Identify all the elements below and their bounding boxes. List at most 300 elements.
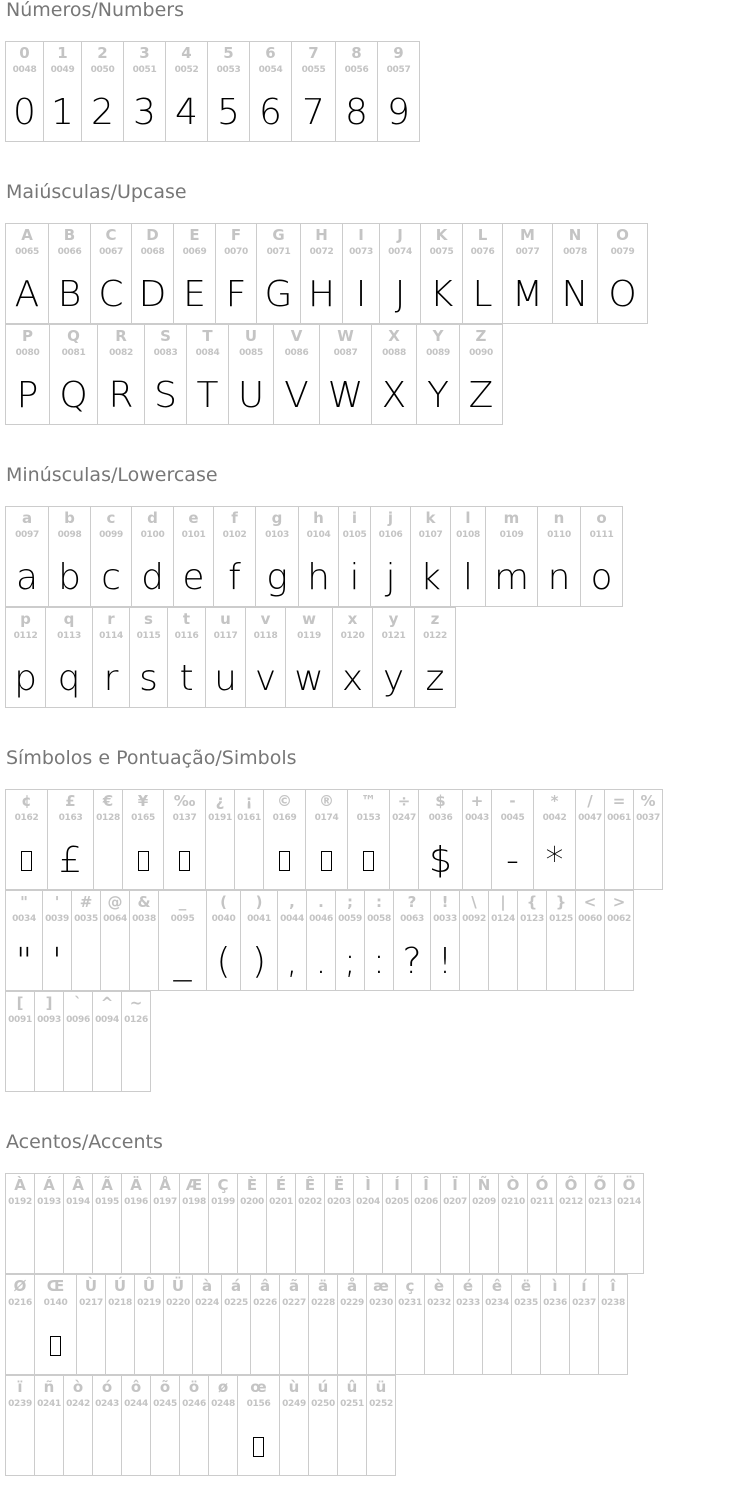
char-label: . <box>318 893 324 911</box>
char-code: 0137 <box>172 813 197 823</box>
glyph-sample: £ <box>59 840 82 881</box>
glyph-cell <box>106 1275 135 1375</box>
glyph-cell <box>380 224 421 324</box>
glyph-sample: O <box>608 274 637 315</box>
char-label: Œ <box>46 1277 65 1295</box>
glyph-cell <box>6 224 49 324</box>
missing-glyph-icon <box>363 851 374 871</box>
char-code: 0050 <box>90 65 115 75</box>
char-label: ñ <box>43 1378 55 1396</box>
char-code: 0043 <box>465 813 489 823</box>
glyph-cell <box>151 1376 180 1476</box>
char-code: 0082 <box>109 348 133 358</box>
glyph-cell <box>528 1174 557 1274</box>
char-label: Î <box>423 1176 429 1194</box>
glyph-cell <box>333 608 373 708</box>
glyph-cell <box>367 1275 396 1375</box>
char-code: 0220 <box>166 1298 190 1308</box>
glyph-sample: d <box>141 557 164 598</box>
glyph-cell <box>412 1174 441 1274</box>
glyph-sample: ( <box>216 941 231 982</box>
glyph-sample <box>296 1218 324 1272</box>
char-code: 0061 <box>607 813 631 823</box>
glyph-sample <box>338 1420 366 1474</box>
glyph-cell <box>246 608 286 708</box>
char-code: 0197 <box>153 1197 177 1207</box>
glyph-sample: j <box>385 557 396 598</box>
glyph-sample <box>280 1319 308 1373</box>
glyph-sample: E <box>183 274 206 315</box>
char-label: Û <box>142 1277 156 1295</box>
glyph-cell <box>581 507 623 607</box>
char-label: ø <box>217 1378 229 1396</box>
char-code: 0237 <box>572 1298 596 1308</box>
glyph-row <box>5 41 420 142</box>
char-label: © <box>277 792 292 810</box>
glyph-cell <box>296 1174 325 1274</box>
glyph-cell <box>48 790 94 890</box>
glyph-sample <box>193 1319 221 1373</box>
char-code: 0247 <box>392 813 416 823</box>
glyph-cell <box>46 608 93 708</box>
char-label: 9 <box>393 44 404 62</box>
glyph-sample <box>64 1218 92 1272</box>
char-label: f <box>231 509 238 527</box>
glyph-sample <box>209 1420 237 1474</box>
char-code: 0111 <box>589 530 614 540</box>
glyph-cell <box>6 1376 35 1476</box>
char-code: 0036 <box>428 813 453 823</box>
char-label: t <box>182 610 191 628</box>
char-label: € <box>102 792 114 810</box>
glyph-sample <box>367 1319 395 1373</box>
glyph-cell <box>222 1275 251 1375</box>
char-code: 0123 <box>520 914 544 924</box>
glyph-cell <box>576 790 605 890</box>
glyph-sample <box>180 1420 208 1474</box>
glyph-sample: R <box>108 375 134 416</box>
glyph-cell <box>93 608 130 708</box>
glyph-sample: X <box>381 375 407 416</box>
char-code: 0251 <box>340 1399 364 1409</box>
char-label: @ <box>107 893 123 911</box>
char-label: F <box>230 226 242 244</box>
char-code: 0229 <box>340 1298 364 1308</box>
char-label: { <box>526 893 538 911</box>
glyph-cell <box>309 1376 338 1476</box>
glyph-sample <box>412 1218 440 1272</box>
glyph-cell <box>35 1174 64 1274</box>
char-code: 0213 <box>588 1197 612 1207</box>
glyph-cell <box>338 1376 367 1476</box>
glyph-sample <box>518 935 546 989</box>
char-code: 0051 <box>132 65 157 75</box>
glyph-sample <box>93 1420 121 1474</box>
char-label: ë <box>520 1277 532 1295</box>
glyph-sample <box>586 1218 614 1272</box>
glyph-cell <box>6 1275 35 1375</box>
glyph-sample: 7 <box>302 92 325 133</box>
glyph-cell <box>309 1275 338 1375</box>
glyph-sample: o <box>590 557 613 598</box>
char-code: 0103 <box>265 530 289 540</box>
char-code: 0230 <box>369 1298 393 1308</box>
glyph-sample: B <box>57 274 82 315</box>
char-label: : <box>376 893 382 911</box>
char-code: 0163 <box>58 813 83 823</box>
glyph-sample: S <box>154 375 177 416</box>
glyph-cell <box>299 507 339 607</box>
glyph-cell <box>383 1174 412 1274</box>
char-code: 0120 <box>340 631 365 641</box>
glyph-sample: F <box>225 274 247 315</box>
char-label: ‰ <box>173 792 196 810</box>
char-code: 0209 <box>472 1197 496 1207</box>
char-label: z <box>430 610 440 628</box>
char-label: È <box>246 1176 258 1194</box>
char-code: 0100 <box>140 530 165 540</box>
char-label: É <box>275 1176 287 1194</box>
glyph-sample <box>151 1420 179 1474</box>
glyph-sample <box>6 1420 34 1474</box>
char-code: 0216 <box>8 1298 32 1308</box>
glyph-cell <box>64 992 93 1092</box>
glyph-sample <box>528 1218 556 1272</box>
char-label: j <box>387 509 394 527</box>
glyph-cell <box>343 224 380 324</box>
glyph-sample <box>206 834 234 888</box>
char-code: 0231 <box>398 1298 422 1308</box>
char-label: Æ <box>185 1176 203 1194</box>
char-code: 0075 <box>429 247 454 257</box>
glyph-cell <box>91 224 132 324</box>
char-code: 0128 <box>96 813 120 823</box>
glyph-sample: H <box>307 274 336 315</box>
glyph-cell <box>367 1376 396 1476</box>
missing-glyph-box <box>6 834 47 888</box>
char-label: ® <box>319 792 334 810</box>
glyph-sample: m <box>493 557 530 598</box>
char-label: N <box>568 226 582 244</box>
char-code: 0115 <box>136 631 161 641</box>
glyph-sample: v <box>254 658 277 699</box>
char-label: ã <box>288 1277 300 1295</box>
glyph-cell <box>547 891 576 991</box>
glyph-cell <box>463 790 492 890</box>
char-code: 0250 <box>311 1399 335 1409</box>
char-code: 0089 <box>426 348 450 358</box>
char-label: Ú <box>113 1277 127 1295</box>
char-label: > <box>612 893 626 911</box>
glyph-cell <box>512 1275 541 1375</box>
char-label: * <box>550 792 559 810</box>
glyph-sample <box>151 1218 179 1272</box>
glyph-row <box>5 991 151 1092</box>
char-label: p <box>20 610 31 628</box>
glyph-cell <box>207 891 241 991</box>
glyph-cell <box>415 608 456 708</box>
glyph-cell <box>264 790 306 890</box>
char-code: 0140 <box>43 1298 68 1308</box>
glyph-cell <box>292 42 336 142</box>
char-code: 0126 <box>124 1015 148 1025</box>
glyph-cell <box>174 507 214 607</box>
char-label: ) <box>255 893 263 911</box>
char-code: 0203 <box>327 1197 351 1207</box>
glyph-cell <box>598 224 648 324</box>
char-label: & <box>137 893 151 911</box>
glyph-sample: z <box>425 658 445 699</box>
glyph-sample: C <box>98 274 124 315</box>
glyph-sample <box>512 1319 540 1373</box>
glyph-cell <box>151 1174 180 1274</box>
glyph-sample <box>634 834 662 888</box>
glyph-cell <box>164 1275 193 1375</box>
char-label: R <box>115 327 127 345</box>
char-label: Ø <box>13 1277 27 1295</box>
glyph-sample <box>470 1218 498 1272</box>
char-code: 0227 <box>282 1298 306 1308</box>
glyph-sample <box>460 935 488 989</box>
char-code: 0193 <box>37 1197 61 1207</box>
glyph-sample: M <box>511 274 544 315</box>
char-code: 0070 <box>224 247 248 257</box>
char-label: < <box>583 893 597 911</box>
char-code: 0233 <box>456 1298 480 1308</box>
glyph-cell <box>6 325 50 425</box>
glyph-cell <box>570 1275 599 1375</box>
glyph-sample <box>441 1218 469 1272</box>
glyph-cell <box>44 42 82 142</box>
glyph-sample: f <box>228 557 241 598</box>
char-code: 0225 <box>224 1298 248 1308</box>
glyph-cell <box>130 608 168 708</box>
char-code: 0052 <box>174 65 199 75</box>
char-label: ò <box>72 1378 84 1396</box>
char-code: 0084 <box>195 348 220 358</box>
char-label: + <box>470 792 484 810</box>
char-label: w <box>302 610 316 628</box>
glyph-sample: 4 <box>175 92 198 133</box>
char-code: 0206 <box>414 1197 438 1207</box>
glyph-sample <box>77 1319 105 1373</box>
glyph-sample: ' <box>52 941 62 982</box>
char-label: ' <box>54 893 60 911</box>
glyph-sample <box>338 1319 366 1373</box>
char-code: 0049 <box>50 65 75 75</box>
glyph-sample <box>309 1319 337 1373</box>
glyph-cell <box>64 1376 93 1476</box>
char-label: ` <box>74 994 82 1012</box>
missing-glyph-icon <box>321 851 332 871</box>
char-code: 0124 <box>491 914 515 924</box>
glyph-sample: 9 <box>387 92 410 133</box>
glyph-sample <box>122 1036 150 1090</box>
char-label: æ <box>373 1277 389 1295</box>
glyph-cell <box>64 1174 93 1274</box>
glyph-sample <box>64 1420 92 1474</box>
char-label: [ <box>16 994 24 1012</box>
char-label: Å <box>159 1176 171 1194</box>
glyph-sample: a <box>15 557 39 598</box>
missing-glyph-box <box>35 1319 76 1373</box>
char-label: a <box>21 509 33 527</box>
glyph-sample <box>599 1319 627 1373</box>
char-label: Ö <box>622 1176 636 1194</box>
char-code: 0211 <box>530 1197 554 1207</box>
glyph-cell <box>280 1275 309 1375</box>
glyph-sample <box>267 1218 295 1272</box>
glyph-cell <box>486 507 538 607</box>
char-code: 0226 <box>253 1298 277 1308</box>
char-code: 0205 <box>385 1197 409 1207</box>
section-title: Símbolos e Pontuação/Simbols <box>6 747 297 769</box>
glyph-cell <box>460 891 489 991</box>
char-code: 0038 <box>132 914 156 924</box>
char-label: e <box>188 509 199 527</box>
glyph-cell <box>132 224 174 324</box>
glyph-sample: L <box>472 274 493 315</box>
glyph-cell <box>557 1174 586 1274</box>
char-code: 0080 <box>15 348 40 358</box>
char-label: 5 <box>223 44 234 62</box>
char-label: | <box>500 893 506 911</box>
glyph-cell <box>145 325 187 425</box>
char-code: 0072 <box>309 247 334 257</box>
glyph-sample: c <box>101 557 121 598</box>
glyph-sample: x <box>341 658 364 699</box>
char-code: 0235 <box>514 1298 538 1308</box>
glyph-sample <box>483 1319 511 1373</box>
char-label: A <box>21 226 33 244</box>
char-code: 0243 <box>95 1399 119 1409</box>
char-label: B <box>63 226 76 244</box>
glyph-sample <box>6 1319 34 1373</box>
glyph-cell <box>257 224 301 324</box>
glyph-cell <box>77 1275 106 1375</box>
glyph-row <box>5 607 456 708</box>
char-code: 0099 <box>99 530 123 540</box>
glyph-cell <box>250 42 292 142</box>
glyph-cell <box>122 1174 151 1274</box>
glyph-sample: V <box>284 375 309 416</box>
char-code: 0232 <box>427 1298 451 1308</box>
char-label: å <box>346 1277 358 1295</box>
glyph-sample: _ <box>173 941 192 982</box>
glyph-cell <box>348 790 390 890</box>
glyph-sample <box>135 1319 163 1373</box>
char-code: 0248 <box>211 1399 235 1409</box>
glyph-sample: 0 <box>13 92 36 133</box>
char-code: 0241 <box>37 1399 61 1409</box>
char-code: 0210 <box>501 1197 525 1207</box>
char-label: ö <box>188 1378 200 1396</box>
glyph-sample <box>93 1218 121 1272</box>
char-code: 0238 <box>601 1298 625 1308</box>
char-code: 0245 <box>153 1399 177 1409</box>
char-code: 0204 <box>356 1197 380 1207</box>
glyph-cell <box>354 1174 383 1274</box>
char-label: Ç <box>217 1176 229 1194</box>
glyph-cell <box>411 507 451 607</box>
char-code: 0044 <box>280 914 304 924</box>
char-label: } <box>555 893 567 911</box>
glyph-cell <box>373 608 415 708</box>
char-label: U <box>244 327 258 345</box>
glyph-sample: W <box>327 375 364 416</box>
glyph-cell <box>229 325 274 425</box>
char-label: $ <box>435 792 446 810</box>
char-label: œ <box>250 1378 267 1396</box>
char-code: 0046 <box>309 914 333 924</box>
char-label: S <box>160 327 171 345</box>
glyph-cell <box>168 608 206 708</box>
char-label: é <box>462 1277 474 1295</box>
char-label: õ <box>159 1378 171 1396</box>
char-label: J <box>397 226 403 244</box>
char-code: 0236 <box>543 1298 567 1308</box>
char-code: 0091 <box>8 1015 32 1025</box>
glyph-cell <box>280 1376 309 1476</box>
char-label: 1 <box>57 44 68 62</box>
glyph-cell <box>214 507 256 607</box>
char-code: 0108 <box>456 530 480 540</box>
glyph-sample <box>64 1036 92 1090</box>
glyph-cell <box>518 891 547 991</box>
glyph-cell <box>43 891 72 991</box>
glyph-sample: l <box>462 557 473 598</box>
char-code: 0041 <box>247 914 271 924</box>
glyph-sample: $ <box>429 840 452 881</box>
char-label: ¿ <box>215 792 225 810</box>
glyph-sample <box>35 1036 63 1090</box>
glyph-cell <box>396 1275 425 1375</box>
char-code: 0169 <box>272 813 297 823</box>
char-code: 0118 <box>253 631 278 641</box>
char-label: ? <box>407 893 417 911</box>
glyph-sample <box>106 1319 134 1373</box>
char-code: 0076 <box>470 247 495 257</box>
char-label: n <box>553 509 565 527</box>
char-code: 0090 <box>469 348 493 358</box>
char-code: 0228 <box>311 1298 335 1308</box>
char-code: 0165 <box>131 813 155 823</box>
glyph-sample: b <box>58 557 81 598</box>
glyph-row <box>5 223 648 324</box>
char-label: ¥ <box>137 792 149 810</box>
glyph-cell <box>301 224 343 324</box>
glyph-sample <box>547 935 575 989</box>
missing-glyph-box <box>348 834 389 888</box>
char-label: £ <box>65 792 76 810</box>
char-code: 0056 <box>344 65 369 75</box>
glyph-sample: 1 <box>51 92 74 133</box>
char-label: Ô <box>564 1176 578 1194</box>
char-label: M <box>520 226 535 244</box>
glyph-row <box>5 506 623 607</box>
glyph-sample <box>605 834 633 888</box>
glyph-cell <box>441 1174 470 1274</box>
char-label: Z <box>475 327 487 345</box>
glyph-cell <box>286 608 333 708</box>
glyph-sample <box>93 1036 121 1090</box>
char-code: 0161 <box>237 813 261 823</box>
char-label: = <box>612 792 626 810</box>
glyph-cell <box>101 891 130 991</box>
char-label: ï <box>17 1378 23 1396</box>
glyph-sample <box>164 1319 192 1373</box>
missing-glyph-box <box>264 834 305 888</box>
